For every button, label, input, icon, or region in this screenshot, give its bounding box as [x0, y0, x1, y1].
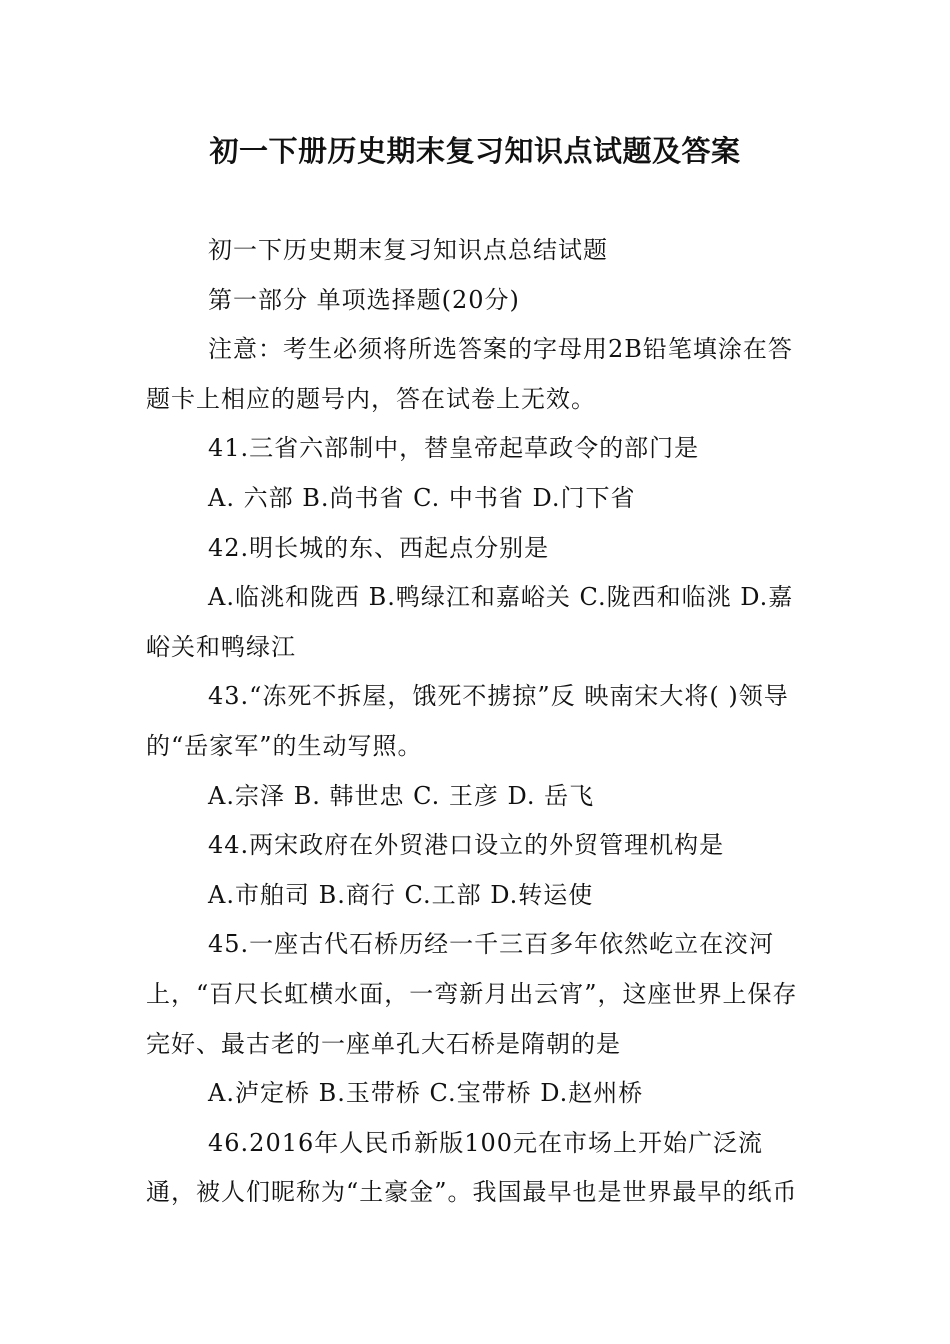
question-43: 43.“冻死不拆屋，饿死不掳掠”反 映南宋大将( )领导的“岳家军”的生动写照。	[146, 682, 789, 760]
question-41-options: A. 六部 B.尚书省 C. 中书省 D.门下省	[208, 483, 636, 512]
section-heading: 第一部分 单项选择题(20分)	[208, 285, 520, 314]
question-43-options: A.宗泽 B. 韩世忠 C. 王彦 D. 岳飞	[208, 781, 595, 810]
question-42: 42.明长城的东、西起点分别是	[208, 533, 550, 562]
subtitle-line: 初一下历史期末复习知识点总结试题	[208, 236, 608, 264]
question-45: 45.一座古代石桥历经一千三百多年依然屹立在洨河上，“百尺长虹横水面，一弯新月出云宵”，这座世界上保存完好、最古老的一座单孔大石桥是隋朝的是	[146, 930, 798, 1058]
question-44-options: A.市舶司 B.商行 C.工部 D.转运使	[208, 880, 594, 909]
question-45-options: A.泸定桥 B.玉带桥 C.宝带桥 D.赵州桥	[208, 1079, 644, 1108]
question-44: 44.两宋政府在外贸港口设立的外贸管理机构是	[208, 831, 725, 860]
question-46: 46.2016年人民币新版100元在市场上开始广泛流通，被人们昵称为“土豪金”。我国最早也是世界最早的纸币	[146, 1128, 798, 1207]
document-body	[146, 226, 810, 1218]
notice-paragraph: 注意：考生必须将所选答案的字母用2B铅笔填涂在答题卡上相应的题号内，答在试卷上无效。	[146, 335, 793, 413]
document-title: 初一下册历史期末复习知识点试题及答案	[209, 134, 741, 168]
question-41: 41.三省六部制中，替皇帝起草政令的部门是	[208, 434, 700, 463]
question-42-options: A.临洮和陇西 B.鸭绿江和嘉峪关 C.陇西和临洮 D.嘉峪关和鸭绿江	[146, 583, 794, 661]
